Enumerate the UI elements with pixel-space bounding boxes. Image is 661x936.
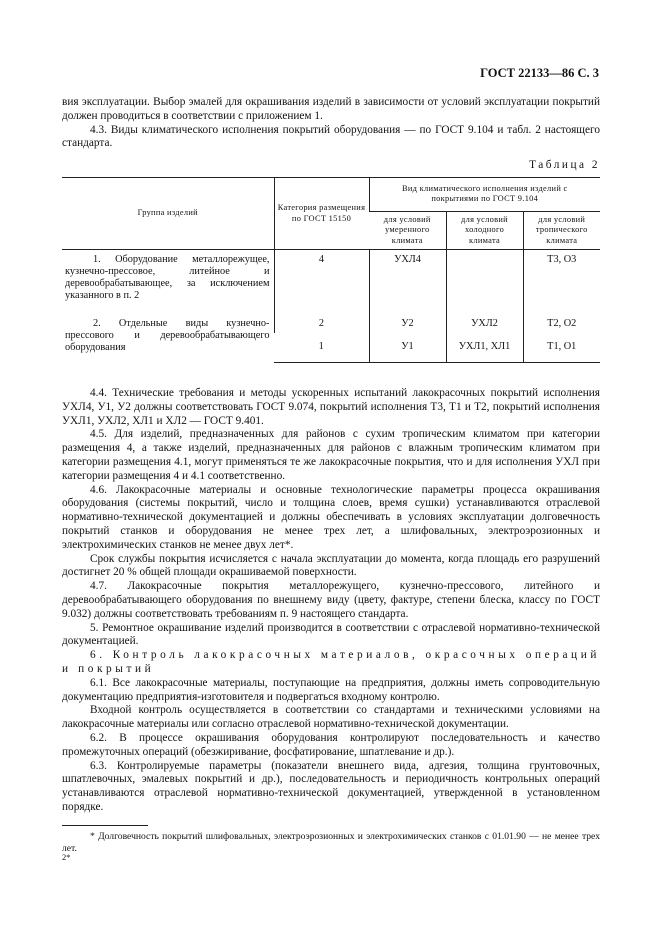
paragraph: Срок службы покрытия исчисляется с начала эксплуатации до момента, когда площадь его разрушений достигнет 20 % общей площади окрашиваемой поверхности. (62, 552, 600, 579)
paragraph: Входной контроль осуществляется в соответствии со стандартами и техническими условиями на лакокрасочные материалы или согласно отраслевой нормативно-технической документации. (62, 704, 600, 731)
paragraph: 4.5. Для изделий, предназначенных для районов с сухим тропическим климатом при категории размещения 4, а также изделий, предназначенных для районов с влажным тропическим климатом при категории размещения 4.1, могут применяться те же лакокрасочные покрытия, что и для исполнения УХЛ при категории размещения 4 и 4.1 соответственно. (62, 428, 600, 482)
paragraph: вия эксплуатации. Выбор эмалей для окрашивания изделий в зависимости от условий эксплуатации покрытий должен проводиться в соответствии с приложением 1. (62, 96, 600, 122)
cell-tropical: Т2, О2 (523, 304, 600, 333)
cell-moderate: У2 (369, 304, 446, 333)
cell-moderate: УХЛ4 (369, 250, 446, 305)
cell-group: 2. Отдельные виды кузнечно-прессового и деревообрабатывающего оборудования (65, 318, 270, 354)
page-mark: 2* (62, 852, 71, 862)
footnote: * Долговечность покрытий шлифовальных, электроэрозионных и электрохимических станков с 01.01.90 — не менее трех лет. (62, 830, 600, 855)
paragraph: 4.3. Виды климатического исполнения покрытий оборудования — по ГОСТ 9.104 и табл. 2 настоящего стандарта. (62, 123, 600, 150)
header-cold: для условий холодного климата (446, 211, 523, 250)
cell-cold: УХЛ1, ХЛ1 (446, 333, 523, 362)
header-tropical: для условий тропического климата (523, 211, 600, 250)
cell-group: 1. Оборудование металлорежущее, кузнечно-прессовое, литейное и деревообрабатывающее, за исключением указанного в п. 2 (65, 254, 270, 302)
paragraph: 6.3. Контролируемые параметры (показатели внешнего вида, адгезия, толщина грунтовочных, шпатлевочных, эмалевых покрытий и др.), последовательность и периодичность контрольных операций устанавливаются отраслевой нормативно-технической документацией, утвержденной в установленном порядке. (62, 759, 600, 813)
table-row (62, 250, 600, 305)
cell-tropical: Т1, О1 (523, 333, 600, 362)
paragraph: 4.6. Лакокрасочные материалы и основные технологические параметры процесса окрашивания оборудования (системы покрытий, число и толщина слоев, время сушки) устанавливаются отраслевой нормативно-технической документацией и должны обеспечивать в условиях эксплуатации долговечность покрытий станков и оборудования не менее трех лет, а шлифовальных, электроэрозионных и электрохимических станков не менее двух лет*. (62, 483, 600, 551)
cell-tropical: Т3, О3 (523, 250, 600, 305)
cell-moderate: У1 (369, 333, 446, 362)
paragraph: 5. Ремонтное окрашивание изделий производится в соответствии с отраслевой нормативно-технической документацией. (62, 621, 600, 648)
header-group: Группа изделий (62, 177, 274, 250)
header-moderate: для условий умеренного климата (369, 211, 446, 250)
cell-category: 2 (274, 304, 369, 333)
table-row (62, 304, 600, 333)
cell-category: 1 (274, 333, 369, 362)
table-caption: Таблица 2 (529, 159, 600, 172)
document-body (62, 96, 600, 856)
cell-cold (446, 250, 523, 305)
footnote-divider (62, 825, 148, 826)
header-climate-group: Вид климатического исполнения изделий с покрытиями по ГОСТ 9.104 (369, 177, 600, 211)
cell-category: 4 (274, 250, 369, 305)
climate-table (62, 177, 600, 363)
paragraph: 6.1. Все лакокрасочные материалы, поступающие на предприятия, должны иметь сопроводительную документацию предприятия-изготовителя и подвергаться входному контролю. (62, 676, 600, 703)
paragraph: 6.2. В процессе окрашивания оборудования контролируют последовательность и качество промежуточных операций (обезжиривание, фосфатирование, шпатлевание и др.). (62, 731, 600, 758)
header-category: Категория размещения по ГОСТ 15150 (274, 177, 369, 250)
paragraph: 4.7. Лакокрасочные покрытия металлорежущего, кузнечно-прессового, литейного и деревообрабатывающего оборудования по внешнему виду (цвету, фактуре, степени блеска, классу по ГОСТ 9.032) должны соответствовать требованиям п. 9 настоящего стандарта. (62, 580, 600, 620)
running-header: ГОСТ 22133—86 С. 3 (480, 66, 599, 80)
paragraph: 4.4. Технические требования и методы ускоренных испытаний лакокрасочных покрытий исполнения УХЛ4, У1, У2 должны соответствовать ГОСТ 9.074, покрытий исполнения Т3, Т1 и Т2, покрытий исполнения УХЛ1, УХЛ2, ХЛ1 и ХЛ2 — ГОСТ 9.401. (62, 386, 600, 427)
section-heading: 6. Контроль лакокрасочных материалов, окрасочных операций и покрытий (62, 649, 600, 675)
cell-cold: УХЛ2 (446, 304, 523, 333)
